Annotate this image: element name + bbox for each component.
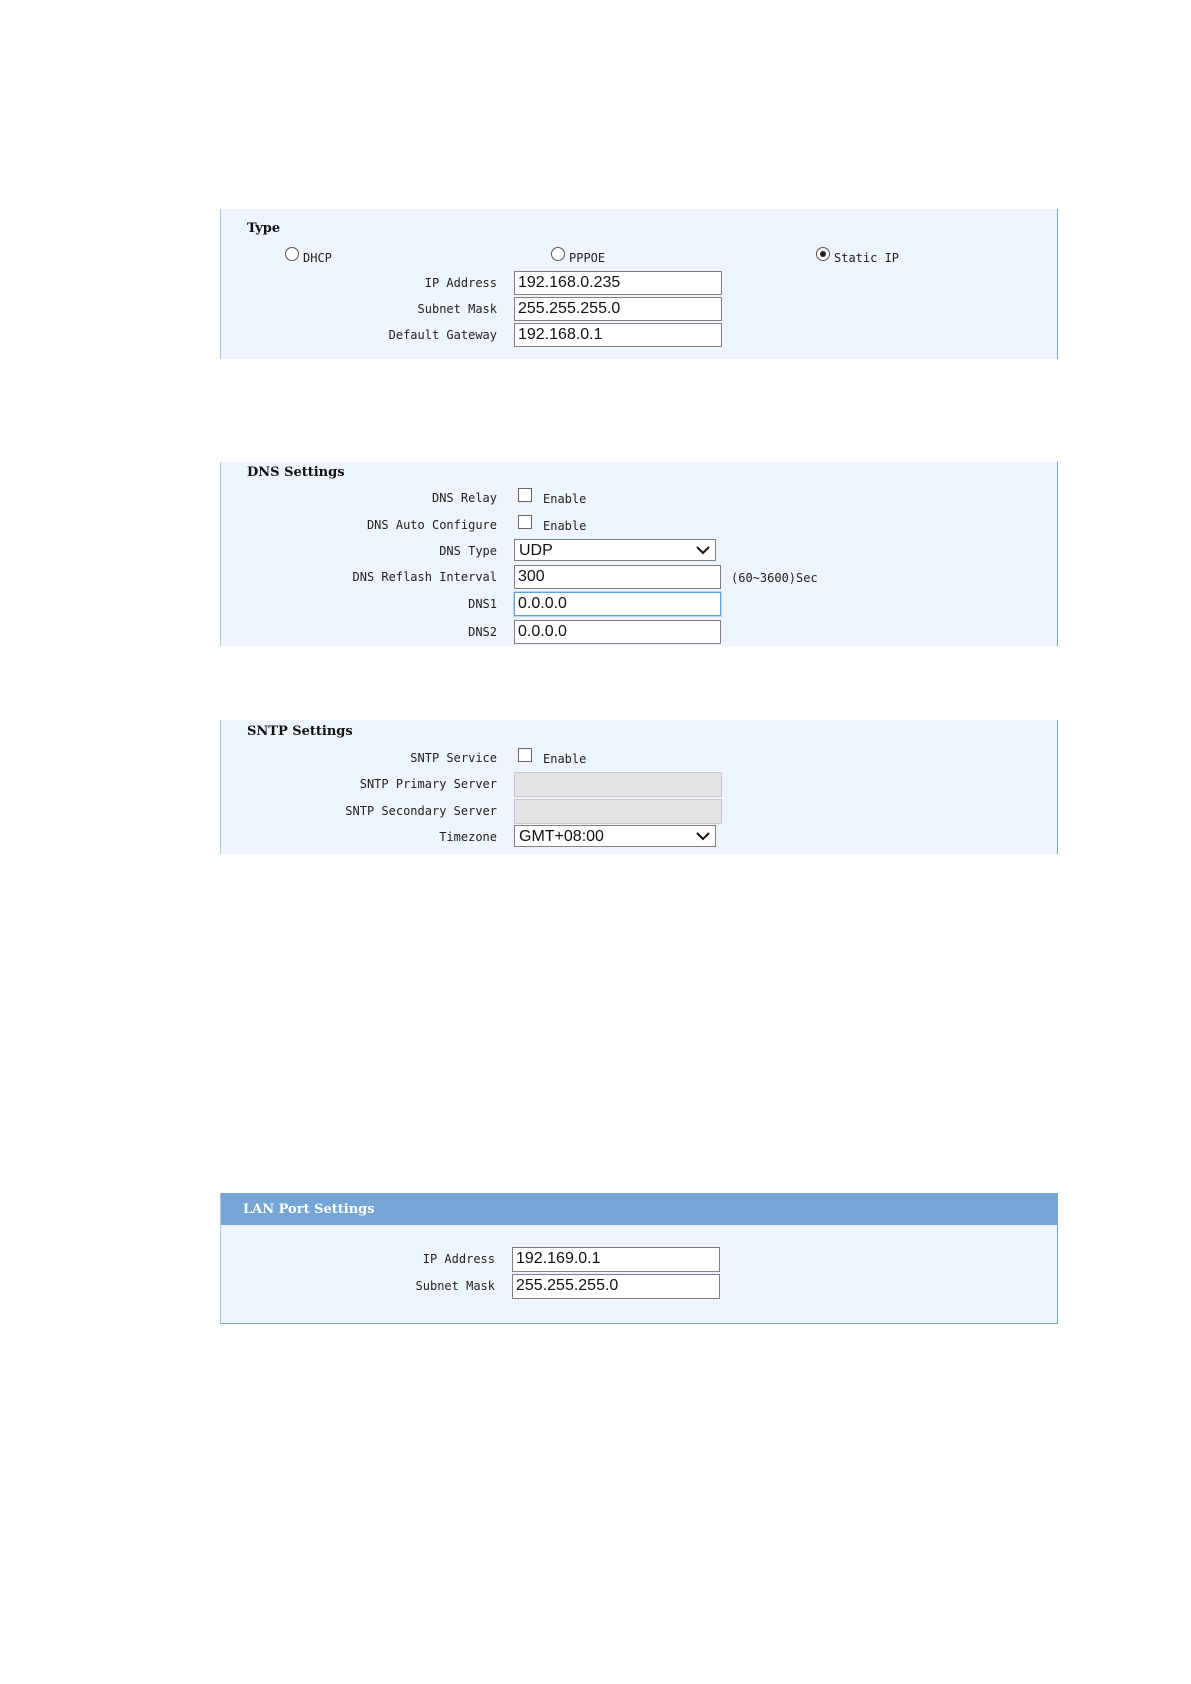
dns-interval-hint: (60~3600)Sec xyxy=(731,571,818,585)
static-ip-radio[interactable] xyxy=(816,247,830,261)
dns-auto-configure-label: DNS Auto Configure xyxy=(366,518,497,532)
chevron-down-icon xyxy=(696,830,710,842)
sntp-service-label: SNTP Service xyxy=(410,751,497,765)
timezone-label: Timezone xyxy=(439,830,497,844)
sntp-service-checkbox[interactable] xyxy=(518,748,532,762)
sntp-secondary-row xyxy=(221,799,1057,825)
dns-relay-label: DNS Relay xyxy=(431,491,497,505)
default-gateway-label: Default Gateway xyxy=(388,328,497,342)
dns-type-value: UDP xyxy=(519,542,553,559)
dns-relay-checkbox[interactable] xyxy=(518,488,532,502)
lan-mask-row xyxy=(221,1274,1057,1300)
dns1-label: DNS1 xyxy=(468,597,497,611)
ip-address-input[interactable]: 192.168.0.235 xyxy=(514,271,722,295)
dns-auto-configure-checkbox[interactable] xyxy=(518,515,532,529)
pppoe-radio-label: PPPOE xyxy=(569,251,606,265)
timezone-value: GMT+08:00 xyxy=(519,828,604,845)
default-gateway-row xyxy=(221,323,1057,349)
lan-port-title: LAN Port Settings xyxy=(243,1202,375,1217)
subnet-mask-row xyxy=(221,297,1057,323)
lan-mask-label: Subnet Mask xyxy=(415,1279,495,1293)
ip-address-label: IP Address xyxy=(424,276,497,290)
lan-port-header xyxy=(221,1193,1057,1225)
default-gateway-input[interactable]: 192.168.0.1 xyxy=(514,323,722,347)
dns1-row xyxy=(221,592,1057,618)
dns-auto-row xyxy=(221,513,1057,539)
sntp-primary-row xyxy=(221,772,1057,798)
sntp-settings-title: SNTP Settings xyxy=(247,724,353,739)
lan-ip-label: IP Address xyxy=(422,1252,495,1266)
ip-address-row xyxy=(221,271,1057,297)
subnet-mask-label: Subnet Mask xyxy=(417,302,497,316)
dhcp-radio-label: DHCP xyxy=(303,251,332,265)
timezone-select[interactable] xyxy=(514,825,716,847)
wan-type-panel xyxy=(220,209,1058,359)
static-ip-radio-label: Static IP xyxy=(834,251,900,265)
dns2-input[interactable]: 0.0.0.0 xyxy=(514,620,721,644)
pppoe-radio[interactable] xyxy=(551,247,565,261)
sntp-settings-panel xyxy=(220,720,1058,854)
sntp-secondary-input[interactable] xyxy=(514,799,722,824)
dns-interval-row xyxy=(221,565,1057,591)
dhcp-radio[interactable] xyxy=(285,247,299,261)
dns-interval-label: DNS Reflash Interval xyxy=(352,570,497,584)
sntp-primary-input[interactable] xyxy=(514,772,722,797)
sntp-service-row xyxy=(221,746,1057,772)
dns2-row xyxy=(221,620,1057,646)
dns-interval-input[interactable]: 300 xyxy=(514,565,721,589)
lan-port-panel xyxy=(220,1193,1058,1324)
lan-ip-input[interactable]: 192.169.0.1 xyxy=(512,1247,720,1272)
dns-auto-enable-label: Enable xyxy=(543,519,587,533)
sntp-service-enable-label: Enable xyxy=(543,752,587,766)
dns-settings-title: DNS Settings xyxy=(247,465,345,480)
dns-settings-panel xyxy=(220,462,1058,646)
lan-ip-row xyxy=(221,1247,1057,1273)
dns2-label: DNS2 xyxy=(468,625,497,639)
dns1-input[interactable]: 0.0.0.0 xyxy=(514,592,721,616)
dns-type-row xyxy=(221,539,1057,565)
dns-type-select[interactable] xyxy=(514,539,716,561)
sntp-secondary-label: SNTP Secondary Server xyxy=(345,804,497,818)
dns-relay-row xyxy=(221,486,1057,512)
dns-type-label: DNS Type xyxy=(439,544,497,558)
dns-relay-enable-label: Enable xyxy=(543,492,587,506)
lan-mask-input[interactable]: 255.255.255.0 xyxy=(512,1274,720,1299)
chevron-down-icon xyxy=(696,544,710,556)
wan-type-title: Type xyxy=(247,221,281,236)
subnet-mask-input[interactable]: 255.255.255.0 xyxy=(514,297,722,321)
sntp-primary-label: SNTP Primary Server xyxy=(359,777,497,791)
timezone-row xyxy=(221,825,1057,851)
